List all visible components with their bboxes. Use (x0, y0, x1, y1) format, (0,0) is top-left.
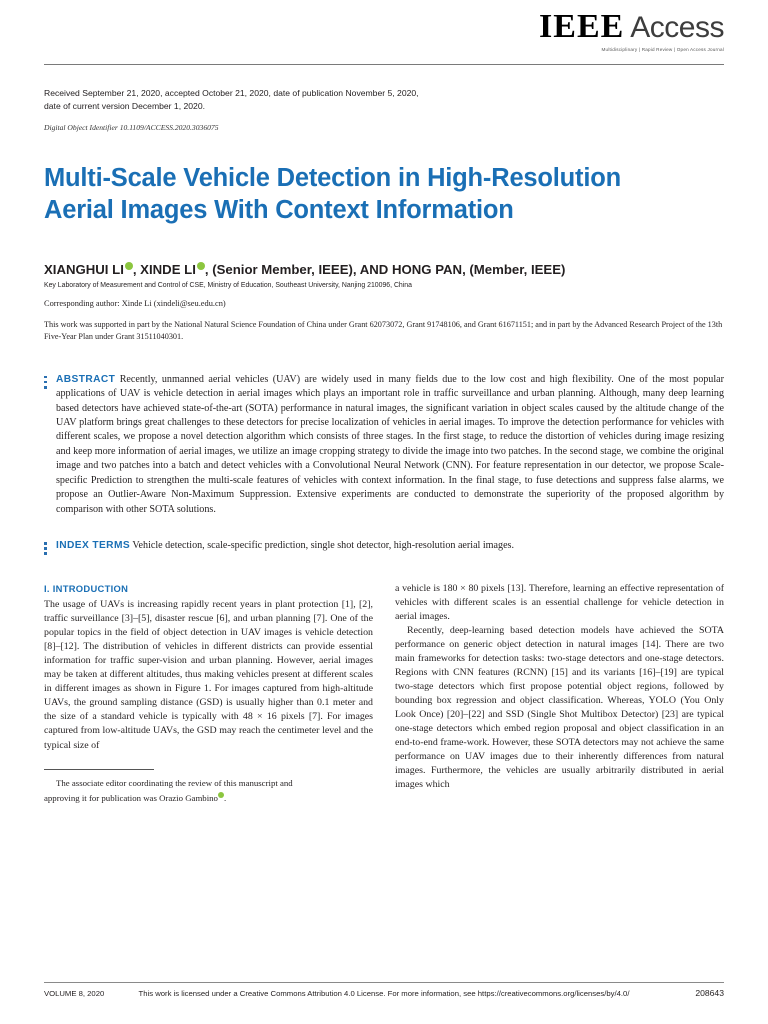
footnote-rule (44, 769, 154, 770)
index-dot-marker (44, 542, 48, 558)
history-line-1: Received September 21, 2020, accepted October 21, 2020, date of publication November 5, 2020, (44, 88, 419, 98)
abstract-label: ABSTRACT (56, 373, 116, 385)
publication-history (44, 87, 724, 113)
index-terms-block (56, 539, 724, 554)
paragraph-right-1: a vehicle is 180 × 80 pixels [13]. Therefore, learning an effective representation of vehicles with different scales is an essential challenge for vehicle detection in aerial images. (395, 582, 724, 622)
journal-tagline: Multidisciplinary | Rapid Review | Open Access Journal (601, 47, 724, 52)
body-columns (44, 582, 724, 807)
column-left (44, 582, 373, 807)
footnote-line-1: The associate editor coordinating the review of this manuscript and (56, 777, 293, 788)
abstract-dot-marker (44, 376, 48, 392)
page-title (44, 162, 724, 227)
author-name-1: XIANGHUI LI (44, 262, 124, 278)
history-line-2: date of current version December 1, 2020. (44, 100, 205, 111)
column-right (395, 582, 724, 807)
footnote-block (44, 769, 373, 807)
funding-statement: This work was supported in part by the National Natural Science Foundation of China under Grant 62073072, Grant 91748106, and Grant 61671151; and in part by the Advanced Research Project of the 13th Five-Year Plan under Grant 31511040301. (44, 319, 723, 341)
title-line-2: Aerial Images With Context Information (44, 196, 514, 225)
abstract-text: Recently, unmanned aerial vehicles (UAV) are widely used in many fields due to the low cost and high flexibility. One of the most popular applications of UAV is vehicle detection in aerial images which plays an important role in traffic surveillance and urban planning. Although, many deep learning based detectors have achieved state-of-the-art (SOTA) performance in natural images, the significant variation in object scales caused by the altitude change of the UAV platform brings great challenges to these detectors for precise localization of vehicles in aerial images. To improve the detection performance for vehicles with different scales, we propose a novel detection algorithm which consists of three stages. In the first stage, to reduce the distortion of vehicles during image resizing and keep more information of aerial images, we utilize an image cropping strategy to divide the image into two patches. In the second stage, we combine the original image and two patches into a batch and detect vehicles with a Convolutional Neural Network (CNN). For feature representation in our detector, we propose Scale-specific Prediction to strengthen the multi-scale features of vehicles with context information. In the final stage, to fuse detections and suppress false alarms, we propose an Outlier-Aware Non-Maximum Suppression. Extensive experiments are conducted to demonstrate the superiority of the proposed algorithm by comparison with other SOTA solutions. (56, 373, 724, 515)
author-roles: , (Senior Member, IEEE), AND HONG PAN, (Member, IEEE) (204, 262, 566, 278)
abstract-section (44, 373, 724, 517)
page-number: 208643 (695, 988, 724, 998)
author-byline (44, 261, 724, 278)
title-line-1: Multi-Scale Vehicle Detection in High-Resolution (44, 163, 621, 192)
volume-label: VOLUME 8, 2020 (44, 988, 105, 998)
index-terms-section (44, 539, 724, 554)
paragraph-right-2: Recently, deep-learning based detection models have achieved the SOTA performance on generic object detection in natural images [14]. There are two main frameworks for detection tasks: two-stage detectors and one-stage detectors. Regions with CNN features (RCNN) [15] and its variants [16]–[19] are typical two-stage detectors which first propose potential object regions, followed by bounding box regression and object classification. Whereas, YOLO (You Only Look Once) [20]–[22] and SSD (Single Shot Multibox Detector) [23] are typical one-stage detectors which embed region proposal and object classification in an end-to-end frame-work. However, these SOTA detectors may not achieve the same performance on UAV images due to their inherently differences from natural images. Furthermore, the vehicles are usually arbitrarily distributed in aerial images which (395, 624, 724, 791)
page-footer (44, 982, 724, 998)
masthead-divider (44, 64, 724, 65)
author-affiliation: Key Laboratory of Measurement and Control of CSE, Ministry of Education, Southeast University, Nanjing 210096, China (44, 282, 412, 290)
license-notice: This work is licensed under a Creative Commons Attribution 4.0 License. For more information, see https://creativecommons.org/licenses/by/4.0/ (138, 988, 630, 998)
access-wordmark: Access (630, 11, 724, 44)
paragraph-intro-1: The usage of UAVs is increasing rapidly recent years in plant protection [1], [2], traffic surveillance [3]–[5], disaster rescue [6], and urban planning [7]. One of the popular topics in the field of object detection in UAV images is vehicle detection [8]–[12]. The distribution of vehicles in different districts can provide essential information for traffic super-vision and urban planning. However, aerial images may be taken at different altitudes, thus making vehicles present at different scales in different images as shown in Figure 1. For images captured from high-altitude UAVs, the ground sampling distance (GSD) is usually higher than 0.1 meter and the size of a standard vehicle is typically with 48 × 16 pixels [7]. For images captured from low-altitude UAVs, the GSD may reach the centimeter level and the typical size of (44, 598, 373, 751)
footer-divider (44, 982, 724, 983)
orcid-icon[interactable] (197, 262, 205, 270)
masthead (44, 0, 724, 58)
ieee-wordmark: IEEE (539, 8, 625, 45)
footnote-line-2-wrap: approving it for publication was Orazio Gambino . (44, 793, 227, 803)
doi-line: Digital Object Identifier 10.1109/ACCESS.2020.3036075 (44, 122, 219, 132)
orcid-icon[interactable] (125, 262, 133, 270)
index-terms-label: INDEX TERMS (56, 540, 131, 551)
footnote-line-2: approving it for publication was Orazio Gambino (44, 793, 218, 803)
corresponding-author: Corresponding author: Xinde Li (xindeli@seu.edu.cn) (44, 298, 226, 308)
author-name-2: , XINDE LI (132, 262, 196, 278)
orcid-icon[interactable] (218, 792, 224, 798)
abstract-text-block (56, 373, 724, 517)
ieee-access-logo (539, 10, 724, 53)
index-terms-text: Vehicle detection, scale-specific prediction, single shot detector, high-resolution aerial images. (132, 540, 514, 551)
section-heading-introduction: I. INTRODUCTION (44, 582, 129, 594)
